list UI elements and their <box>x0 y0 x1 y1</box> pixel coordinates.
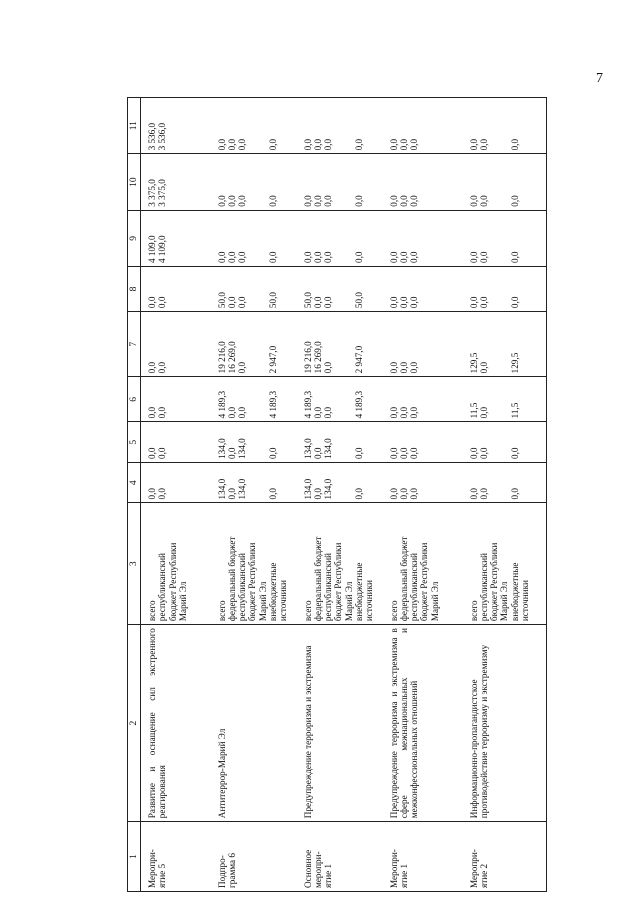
row-code: Меропри- ятие 1 <box>383 822 463 892</box>
row-code: Подпро- грамма 6 <box>211 822 297 892</box>
cell-value: 0,0 0,0 <box>141 462 211 503</box>
table-row <box>297 98 383 892</box>
cell-value: 0,0 0,0 0,0 0,0 <box>297 98 383 154</box>
cell-value: 19 216,0 16 269,0 0,0 2 947,0 <box>297 312 383 377</box>
cell-value: 0,0 0,0 0,0 <box>463 210 547 266</box>
table-row <box>211 98 297 892</box>
row-sources: всего республиканский бюджет Республики Марий Эл внебюджетные источники <box>463 503 547 625</box>
cell-value: 0,0 0,0 0,0 <box>383 267 463 312</box>
cell-value: 0,0 0,0 <box>141 422 211 463</box>
col-header: 1 <box>128 822 141 892</box>
cell-value: 0,0 0,0 0,0 0,0 <box>297 210 383 266</box>
col-header: 4 <box>128 462 141 503</box>
row-name: Предупреждение терроризма и экстремизма в сфере межнациональных и межконфессиональных отношений <box>383 625 463 822</box>
cell-value: 3 536,0 3 536,0 <box>141 98 211 154</box>
col-header: 7 <box>128 312 141 377</box>
cell-value: 0,0 0,0 0,0 <box>383 210 463 266</box>
col-header: 3 <box>128 503 141 625</box>
cell-value: 0,0 0,0 0,0 0,0 <box>211 154 297 210</box>
cell-value: 0,0 0,0 0,0 <box>383 312 463 377</box>
table-row <box>141 98 211 892</box>
table-row <box>383 98 463 892</box>
cell-value: 50,0 0,0 0,0 50,0 <box>297 267 383 312</box>
cell-value: 0,0 0,0 0,0 <box>383 154 463 210</box>
cell-value: 0,0 0,0 0,0 <box>463 98 547 154</box>
cell-value: 134,0 0,0 134,0 0,0 <box>211 462 297 503</box>
row-name: Предупреждение терроризма и экстремизма <box>297 625 383 822</box>
row-sources: всего федеральный бюджет республиканский бюджет Республики Марий Эл внебюджетные источники <box>297 503 383 625</box>
cell-value: 134,0 0,0 134,0 0,0 <box>297 422 383 463</box>
cell-value: 4 189,3 0,0 0,0 4 189,3 <box>211 377 297 422</box>
cell-value: 134,0 0,0 134,0 0,0 <box>211 422 297 463</box>
row-name: Развитие и оснащение сил экстренного реагирования <box>141 625 211 822</box>
cell-value: 4 189,3 0,0 0,0 4 189,3 <box>297 377 383 422</box>
cell-value: 0,0 0,0 <box>141 267 211 312</box>
budget-table-container <box>127 97 535 892</box>
row-name: Информационно-пропагандистское противодействие терроризму и экстремизму <box>463 625 547 822</box>
cell-value: 4 109,0 4 109,0 <box>141 210 211 266</box>
row-code: Основное меропри- ятие 1 <box>297 822 383 892</box>
header-row <box>128 98 141 892</box>
cell-value: 0,0 0,0 <box>141 312 211 377</box>
cell-value: 0,0 0,0 0,0 <box>463 422 547 463</box>
col-header: 9 <box>128 210 141 266</box>
cell-value: 0,0 0,0 0,0 <box>383 377 463 422</box>
col-header: 10 <box>128 154 141 210</box>
cell-value: 0,0 0,0 0,0 0,0 <box>211 210 297 266</box>
budget-table <box>127 97 547 892</box>
cell-value: 0,0 0,0 0,0 0,0 <box>211 98 297 154</box>
cell-value: 0,0 0,0 0,0 0,0 <box>297 154 383 210</box>
row-sources: всего федеральный бюджет республиканский бюджет Республики Марий Эл <box>383 503 463 625</box>
cell-value: 0,0 0,0 0,0 <box>383 462 463 503</box>
col-header: 6 <box>128 377 141 422</box>
cell-value: 0,0 0,0 <box>141 377 211 422</box>
page-number: 7 <box>596 71 603 86</box>
col-header: 2 <box>128 625 141 822</box>
cell-value: 19 216,0 16 269,0 0,0 2 947,0 <box>211 312 297 377</box>
cell-value: 129,5 0,0 129,5 <box>463 312 547 377</box>
row-code: Меропри- ятие 2 <box>463 822 547 892</box>
cell-value: 0,0 0,0 0,0 <box>383 422 463 463</box>
cell-value: 50,0 0,0 0,0 50,0 <box>211 267 297 312</box>
row-code: Меропри- ятие 5 <box>141 822 211 892</box>
col-header: 11 <box>128 98 141 154</box>
row-name: Антитеррор-Марий Эл <box>211 625 297 822</box>
cell-value: 11,5 0,0 11,5 <box>463 377 547 422</box>
col-header: 8 <box>128 267 141 312</box>
col-header: 5 <box>128 422 141 463</box>
cell-value: 0,0 0,0 0,0 <box>463 267 547 312</box>
cell-value: 0,0 0,0 0,0 <box>463 154 547 210</box>
cell-value: 3 375,0 3 375,0 <box>141 154 211 210</box>
cell-value: 0,0 0,0 0,0 <box>463 462 547 503</box>
row-sources: всего федеральный бюджет республиканский бюджет Республики Марий Эл внебюджетные источники <box>211 503 297 625</box>
cell-value: 134,0 0,0 134,0 0,0 <box>297 462 383 503</box>
row-sources: всего республиканский бюджет Республики Марий Эл <box>141 503 211 625</box>
table-row <box>463 98 547 892</box>
cell-value: 0,0 0,0 0,0 <box>383 98 463 154</box>
